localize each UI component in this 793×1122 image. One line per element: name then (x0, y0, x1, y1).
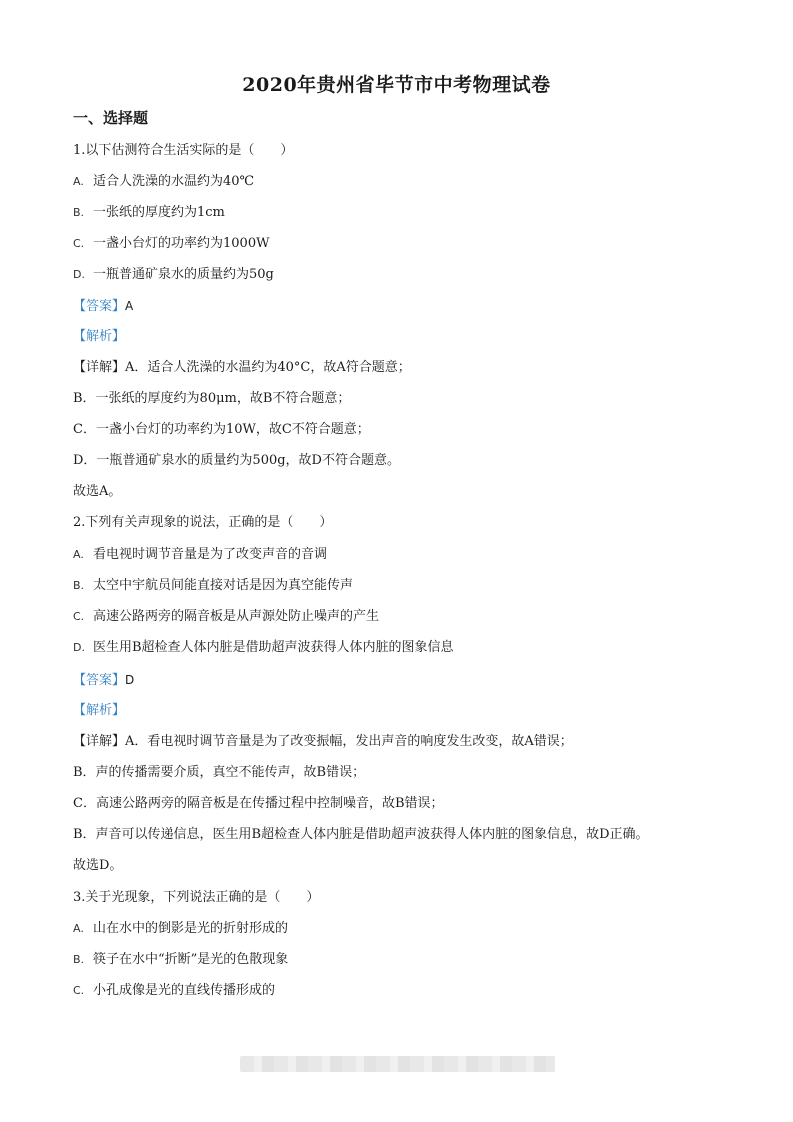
answer-line: 【答案】D (73, 673, 135, 688)
detail-line: C．高速公路两旁的隔音板是在传播过程中控制噪音，故B错误； (73, 796, 444, 811)
analysis-tag: 【解析】 (73, 703, 126, 718)
section-heading: 一、选择题 (73, 109, 149, 127)
page-title: 2020年贵州省毕节市中考物理试卷 (242, 74, 551, 96)
question-stem: 1.以下估测符合生活实际的是（ ） (73, 143, 294, 158)
question-stem: 3.关于光现象，下列说法正确的是（ ） (73, 890, 320, 905)
option-c: C. 小孔成像是光的直线传播形成的 (73, 983, 276, 998)
detail-line: B．声音可以传递信息，医生用B超检查人体内脏是借助超声波获得人体内脏的图象信息，故D正确。 (73, 827, 649, 842)
option-b: B. 筷子在水中“折断”是光的色散现象 (73, 952, 289, 967)
detail-line: B．一张纸的厚度约为80μm，故B不符合题意； (73, 391, 351, 406)
option-d: D. 医生用B超检查人体内脏是借助超声波获得人体内脏的图象信息 (73, 640, 454, 655)
detail-line: D．一瓶普通矿泉水的质量约为500g，故D不符合题意。 (73, 453, 400, 468)
option-c: C. 一盏小台灯的功率约为1000W (73, 236, 270, 251)
option-d: D. 一瓶普通矿泉水的质量约为50g (73, 267, 274, 282)
question-stem: 2.下列有关声现象的说法，正确的是（ ） (73, 515, 333, 530)
detail-line: C．一盏小台灯的功率约为10W，故C不符合题意； (73, 422, 370, 437)
answer-line: 【答案】A (73, 299, 134, 314)
detail-line: 【详解】A．适合人洗澡的水温约为40°C，故A符合题意； (73, 360, 411, 375)
option-b: B. 一张纸的厚度约为1cm (73, 205, 225, 220)
conclusion: 故选D。 (73, 858, 123, 873)
detail-line: 【详解】A．看电视时调节音量是为了改变振幅，发出声音的响度发生改变，故A错误； (73, 734, 573, 749)
blurred-watermark (240, 1056, 555, 1072)
option-a: A. 适合人洗澡的水温约为40℃ (73, 174, 255, 189)
option-c: C. 高速公路两旁的隔音板是从声源处防止噪声的产生 (73, 609, 380, 624)
conclusion: 故选A。 (73, 484, 122, 499)
analysis-tag: 【解析】 (73, 329, 126, 344)
detail-line: B．声的传播需要介质，真空不能传声，故B错误； (73, 765, 366, 780)
option-a: A. 山在水中的倒影是光的折射形成的 (73, 921, 289, 936)
option-a: A. 看电视时调节音量是为了改变声音的音调 (73, 547, 328, 562)
option-b: B. 太空中宇航员间能直接对话是因为真空能传声 (73, 578, 354, 593)
